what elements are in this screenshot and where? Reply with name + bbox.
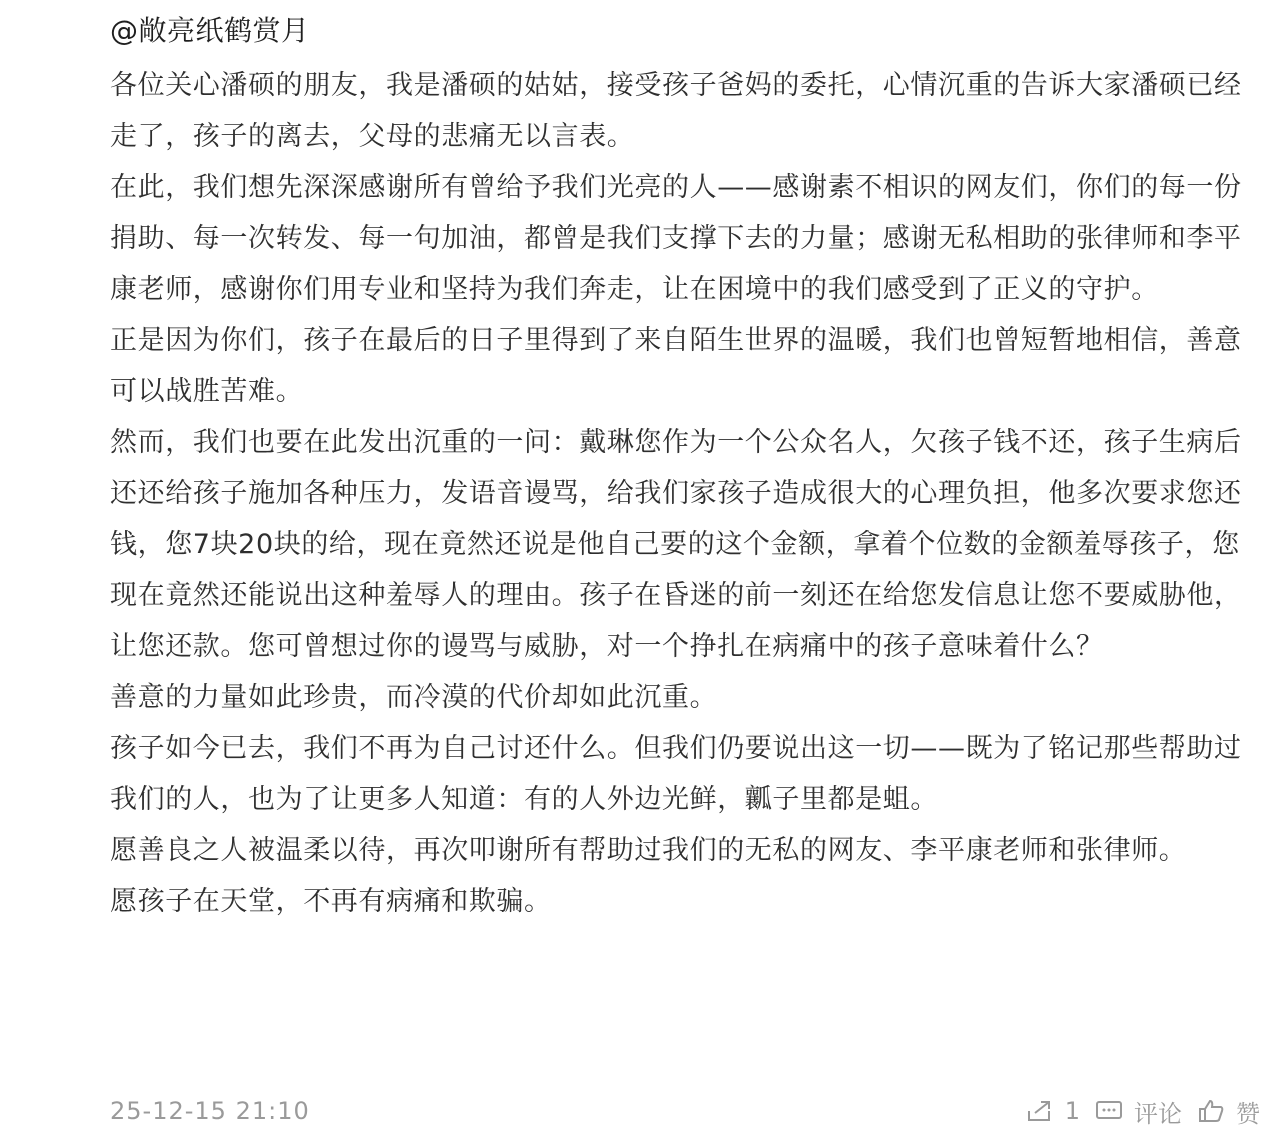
share-button[interactable] <box>1025 1097 1080 1125</box>
post-paragraph-1: 各位关心潘硕的朋友，我是潘硕的姑姑，接受孩子爸妈的委托，心情沉重的告诉大家潘硕已经走了，孩子的离去，父母的悲痛无以言表。 <box>110 70 1242 152</box>
post-paragraph-2: 在此，我们想先深深感谢所有曾给予我们光亮的人——感谢素不相识的网友们，你们的每一份捐助、每一次转发、每一句加油，都曾是我们支撑下去的力量；感谢无私相助的张律师和李平康老师，感谢你们用专业和坚持为我们奔走，让在困境中的我们感受到了正义的守护。 <box>110 172 1242 305</box>
post-paragraph-8: 愿孩子在天堂，不再有病痛和欺骗。 <box>110 886 552 917</box>
comment-label: 评论 <box>1134 1099 1182 1128</box>
like-label: 赞 <box>1236 1099 1260 1128</box>
post-paragraph-5: 善意的力量如此珍贵，而冷漠的代价却如此沉重。 <box>110 682 718 713</box>
post-paragraph-3: 正是因为你们，孩子在最后的日子里得到了来自陌生世界的温暖，我们也曾短暂地相信，善意可以战胜苦难。 <box>110 325 1242 407</box>
post-card <box>110 8 1250 927</box>
like-button[interactable] <box>1196 1094 1260 1129</box>
author-name[interactable]: @敞亮纸鹤赏月 <box>110 14 310 47</box>
post-timestamp: 25-12-15 21:10 <box>110 1097 310 1125</box>
post-actions <box>1025 1094 1260 1129</box>
post-footer <box>110 1096 1260 1126</box>
post-paragraph-7: 愿善良之人被温柔以待，再次叩谢所有帮助过我们的无私的网友、李平康老师和张律师。 <box>110 835 1187 866</box>
share-count: 1 <box>1064 1097 1080 1125</box>
post-paragraph-6: 孩子如今已去，我们不再为自己讨还什么。但我们仍要说出这一切——既为了铭记那些帮助过我们的人，也为了让更多人知道：有的人外边光鲜，瓤子里都是蛆。 <box>110 733 1242 815</box>
comment-icon <box>1094 1099 1124 1123</box>
share-icon <box>1025 1099 1055 1123</box>
thumbs-up-icon <box>1196 1099 1226 1123</box>
comment-button[interactable] <box>1094 1094 1182 1129</box>
post-paragraph-4: 然而，我们也要在此发出沉重的一问：戴琳您作为一个公众名人，欠孩子钱不还，孩子生病后还还给孩子施加各种压力，发语音谩骂，给我们家孩子造成很大的心理负担，他多次要求您还钱，您7块20块的给，现在竟然还说是他自己要的这个金额，拿着个位数的金额羞辱孩子，您现在竟然还能说出这种羞辱人的理由。孩子在昏迷的前一刻还在给您发信息让您不要威胁他，让您还款。您可曾想过你的谩骂与威胁，对一个挣扎在病痛中的孩子意味着什么？ <box>110 427 1242 662</box>
